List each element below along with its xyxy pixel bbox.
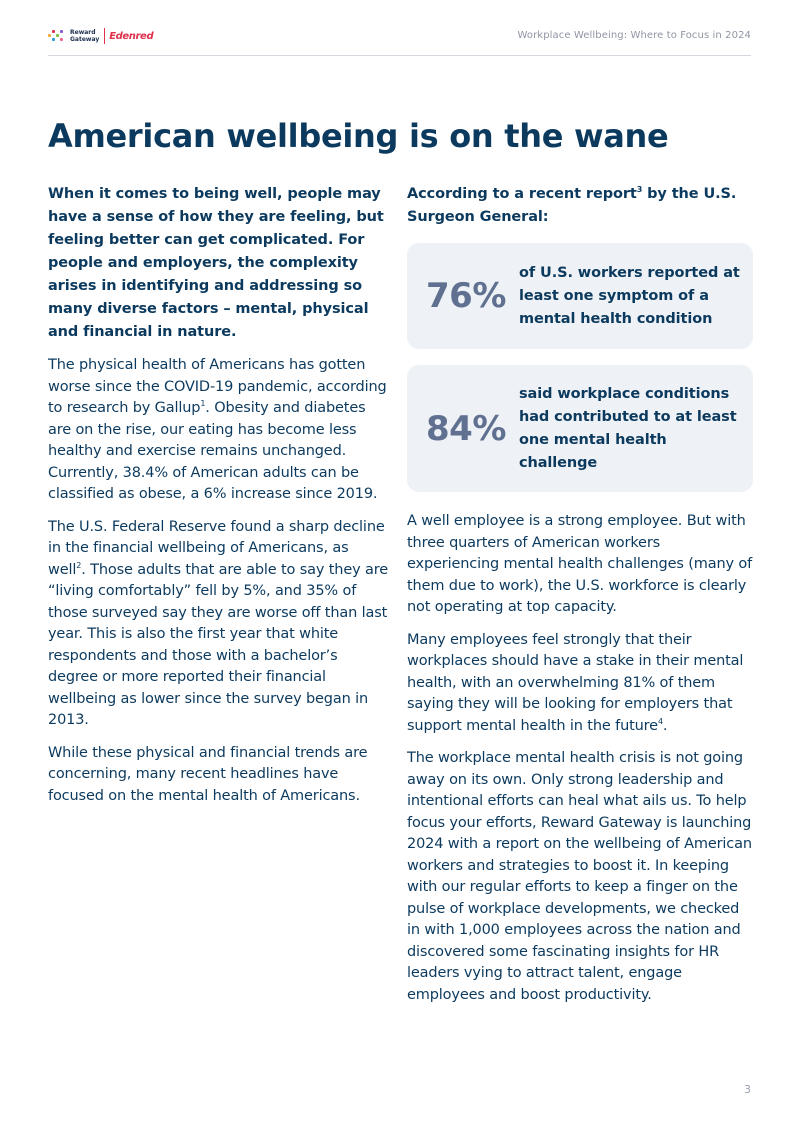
reward-gateway-edenred-logo <box>48 26 153 46</box>
right-column <box>407 183 753 1017</box>
logo-divider <box>104 28 105 44</box>
page-title: American wellbeing is on the wane <box>48 117 669 155</box>
report-intro: According to a recent report$^3$ by the U.S. Surgeon General: <box>407 185 737 225</box>
strong-employee-paragraph: A well employee is a strong employee. But with three quarters of American workers experiencing mental health challenges (many of them due to work), the U.S. workforce is clearly not operating at top capacity. <box>407 513 753 615</box>
stat-description: of U.S. workers reported at least one symptom of a mental health condition <box>519 264 740 327</box>
report-launch-paragraph: The workplace mental health crisis is not going away on its own. Only strong leadership and intentional efforts can heal what ails us. To help focus your efforts, Reward Gateway is launching 2024 with a report on the wellbeing of American workers and strategies to boost it. In keeping with our regular efforts to keep a finger on the pulse of workplace developments, we checked in with 1,000 employees across the nation and discovered some fascinating insights for HR leaders vying to attract talent, engage employees and boost productivity. <box>407 750 752 1003</box>
financial-wellbeing-paragraph: The U.S. Federal Reserve found a sharp decline in the financial wellbeing of Americans, as well$^2$. Those adults that are able to say they are “living comfortably” fell by 5%, and 35% of those surveyed say they are worse off than last year. This is also the first year that white respondents and those with a bachelor’s degree or more reported their financial wellbeing as lower since the survey began in 2013. <box>48 518 388 728</box>
footnote-ref: 2 <box>76 560 82 570</box>
stat-card <box>407 365 753 492</box>
stat-card <box>407 243 753 349</box>
footnote-ref: 1 <box>200 399 206 409</box>
stat-value: 76% <box>426 276 506 316</box>
lead-paragraph: When it comes to being well, people may have a sense of how they are feeling, but feeling better can get complicated. For people and employers, the complexity arises in identifying and addressing so many diverse factors – mental, physical and financial in nature. <box>48 186 384 340</box>
document-title: Workplace Wellbeing: Where to Focus in 2024 <box>517 30 751 41</box>
page-number: 3 <box>744 1083 751 1096</box>
stat-value: 84% <box>426 408 506 449</box>
reward-gateway-mark-icon <box>48 30 66 42</box>
footnote-ref: 3 <box>636 185 643 195</box>
page-header <box>48 22 751 56</box>
physical-health-paragraph: The physical health of Americans has gotten worse since the COVID-19 pandemic, according to research by Gallup$^1$. Obesity and diabetes are on the rise, our eating has become less healthy and exercise remains unchanged. Currently, 38.4% of American adults can be classified as obese, a 6% increase since 2019. <box>48 357 387 502</box>
left-column <box>48 183 388 818</box>
reward-gateway-wordmark: Reward Gateway <box>70 29 100 43</box>
edenred-logo: Edenred <box>109 30 154 42</box>
footnote-ref: 4 <box>657 716 663 726</box>
stat-description: said workplace conditions had contributed to at least one mental health challenge <box>519 385 737 471</box>
employer-stake-paragraph: Many employees feel strongly that their workplaces should have a stake in their mental health, with an overwhelming 81% of them saying they will be looking for employers that support mental health in the future$^4$. <box>407 631 744 734</box>
mental-health-transition-paragraph: While these physical and financial trends are concerning, many recent headlines have focused on the mental health of Americans. <box>48 744 368 804</box>
